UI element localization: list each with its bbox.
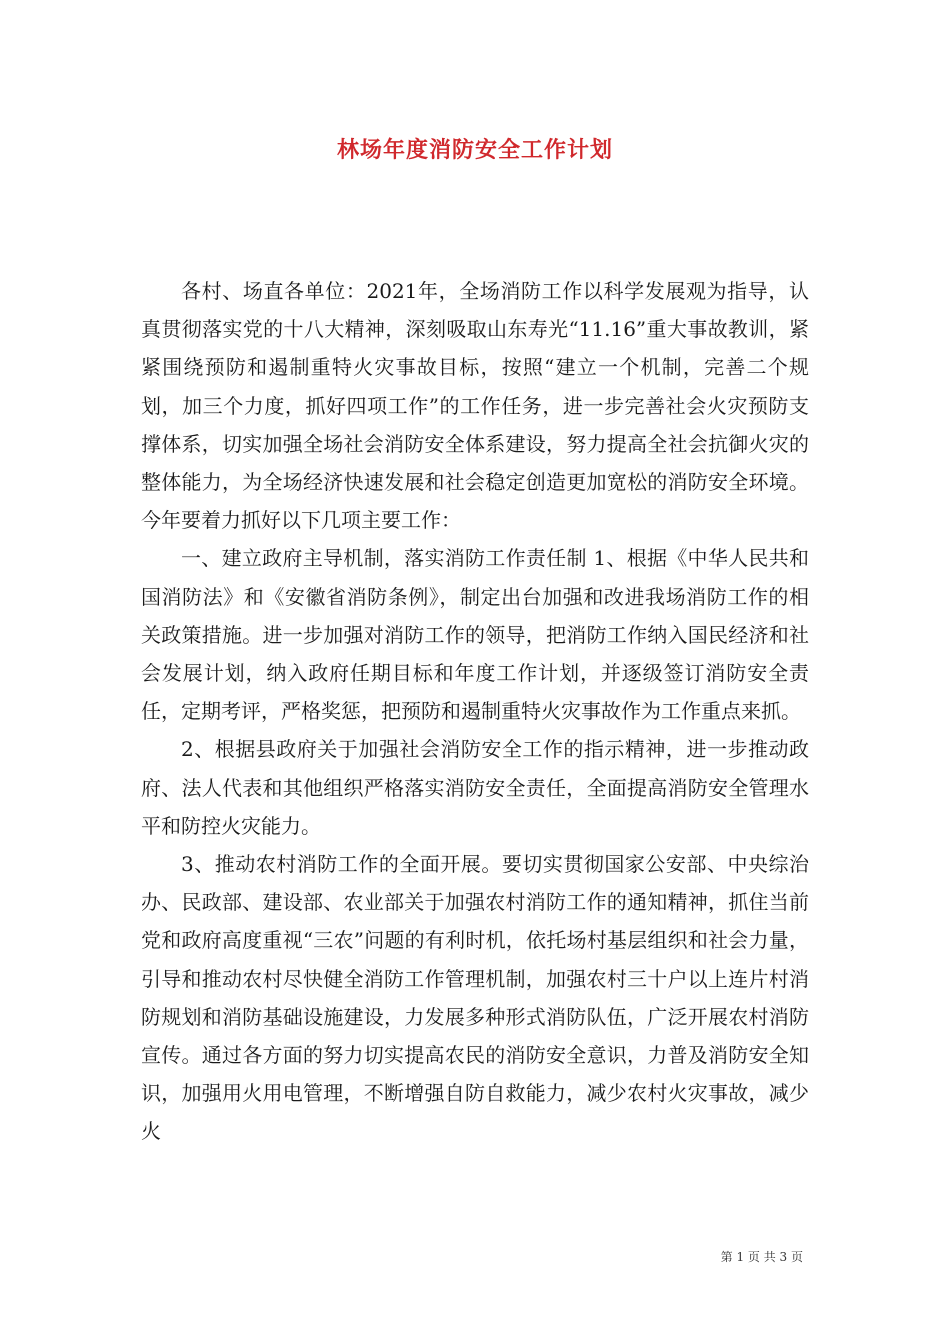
paragraph-section-1: 一、建立政府主导机制，落实消防工作责任制 1、根据《中华人民共和国消防法》和《安徽省消防条例》，制定出台加强和改进我场消防工作的相关政策措施。进一步加强对消防工作的领导，把消防工作纳入国民经济和社会发展计划，纳入政府任期目标和年度工作计划，并逐级签订消防安全责任，定期考评，严格奖惩，把预防和遏制重特火灾事故作为工作重点来抓。 <box>141 546 809 724</box>
paragraph-section-3: 3、推动农村消防工作的全面开展。要切实贯彻国家公安部、中央综治办、民政部、建设部、农业部关于加强农村消防工作的通知精神，抓住当前党和政府高度重视“三农”问题的有利时机，依托场村基层组织和社会力量，引导和推动农村尽快健全消防工作管理机制，加强农村三十户以上连片村消防规划和消防基础设施建设，力发展多种形式消防队伍，广泛开展农村消防宣传。通过各方面的努力切实提高农民的消防安全意识，力普及消防安全知识，加强用火用电管理，不断增强自防自救能力，减少农村火灾事故，减少火 <box>141 852 809 1144</box>
paragraph-intro: 各村、场直各单位：2021年，全场消防工作以科学发展观为指导，认真贯彻落实党的十八大精神，深刻吸取山东寿光“11.16”重大事故教训，紧紧围绕预防和遏制重特火灾事故目标，按照“建立一个机制，完善二个规划，加三个力度，抓好四项工作”的工作任务，进一步完善社会火灾预防支撑体系，切实加强全场社会消防安全体系建设，努力提高全社会抗御火灾的整体能力，为全场经济快速发展和社会稳定创造更加宽松的消防安全环境。今年要着力抓好以下几项主要工作： <box>141 279 809 533</box>
document-body <box>141 272 809 1151</box>
paragraph-section-2: 2、根据县政府关于加强社会消防安全工作的指示精神，进一步推动政府、法人代表和其他组织严格落实消防安全责任，全面提高消防安全管理水平和防控火灾能力。 <box>141 737 809 838</box>
document-title: 林场年度消防安全工作计划 <box>336 138 613 163</box>
page-number: 第 1 页 共 3 页 <box>720 1250 803 1264</box>
